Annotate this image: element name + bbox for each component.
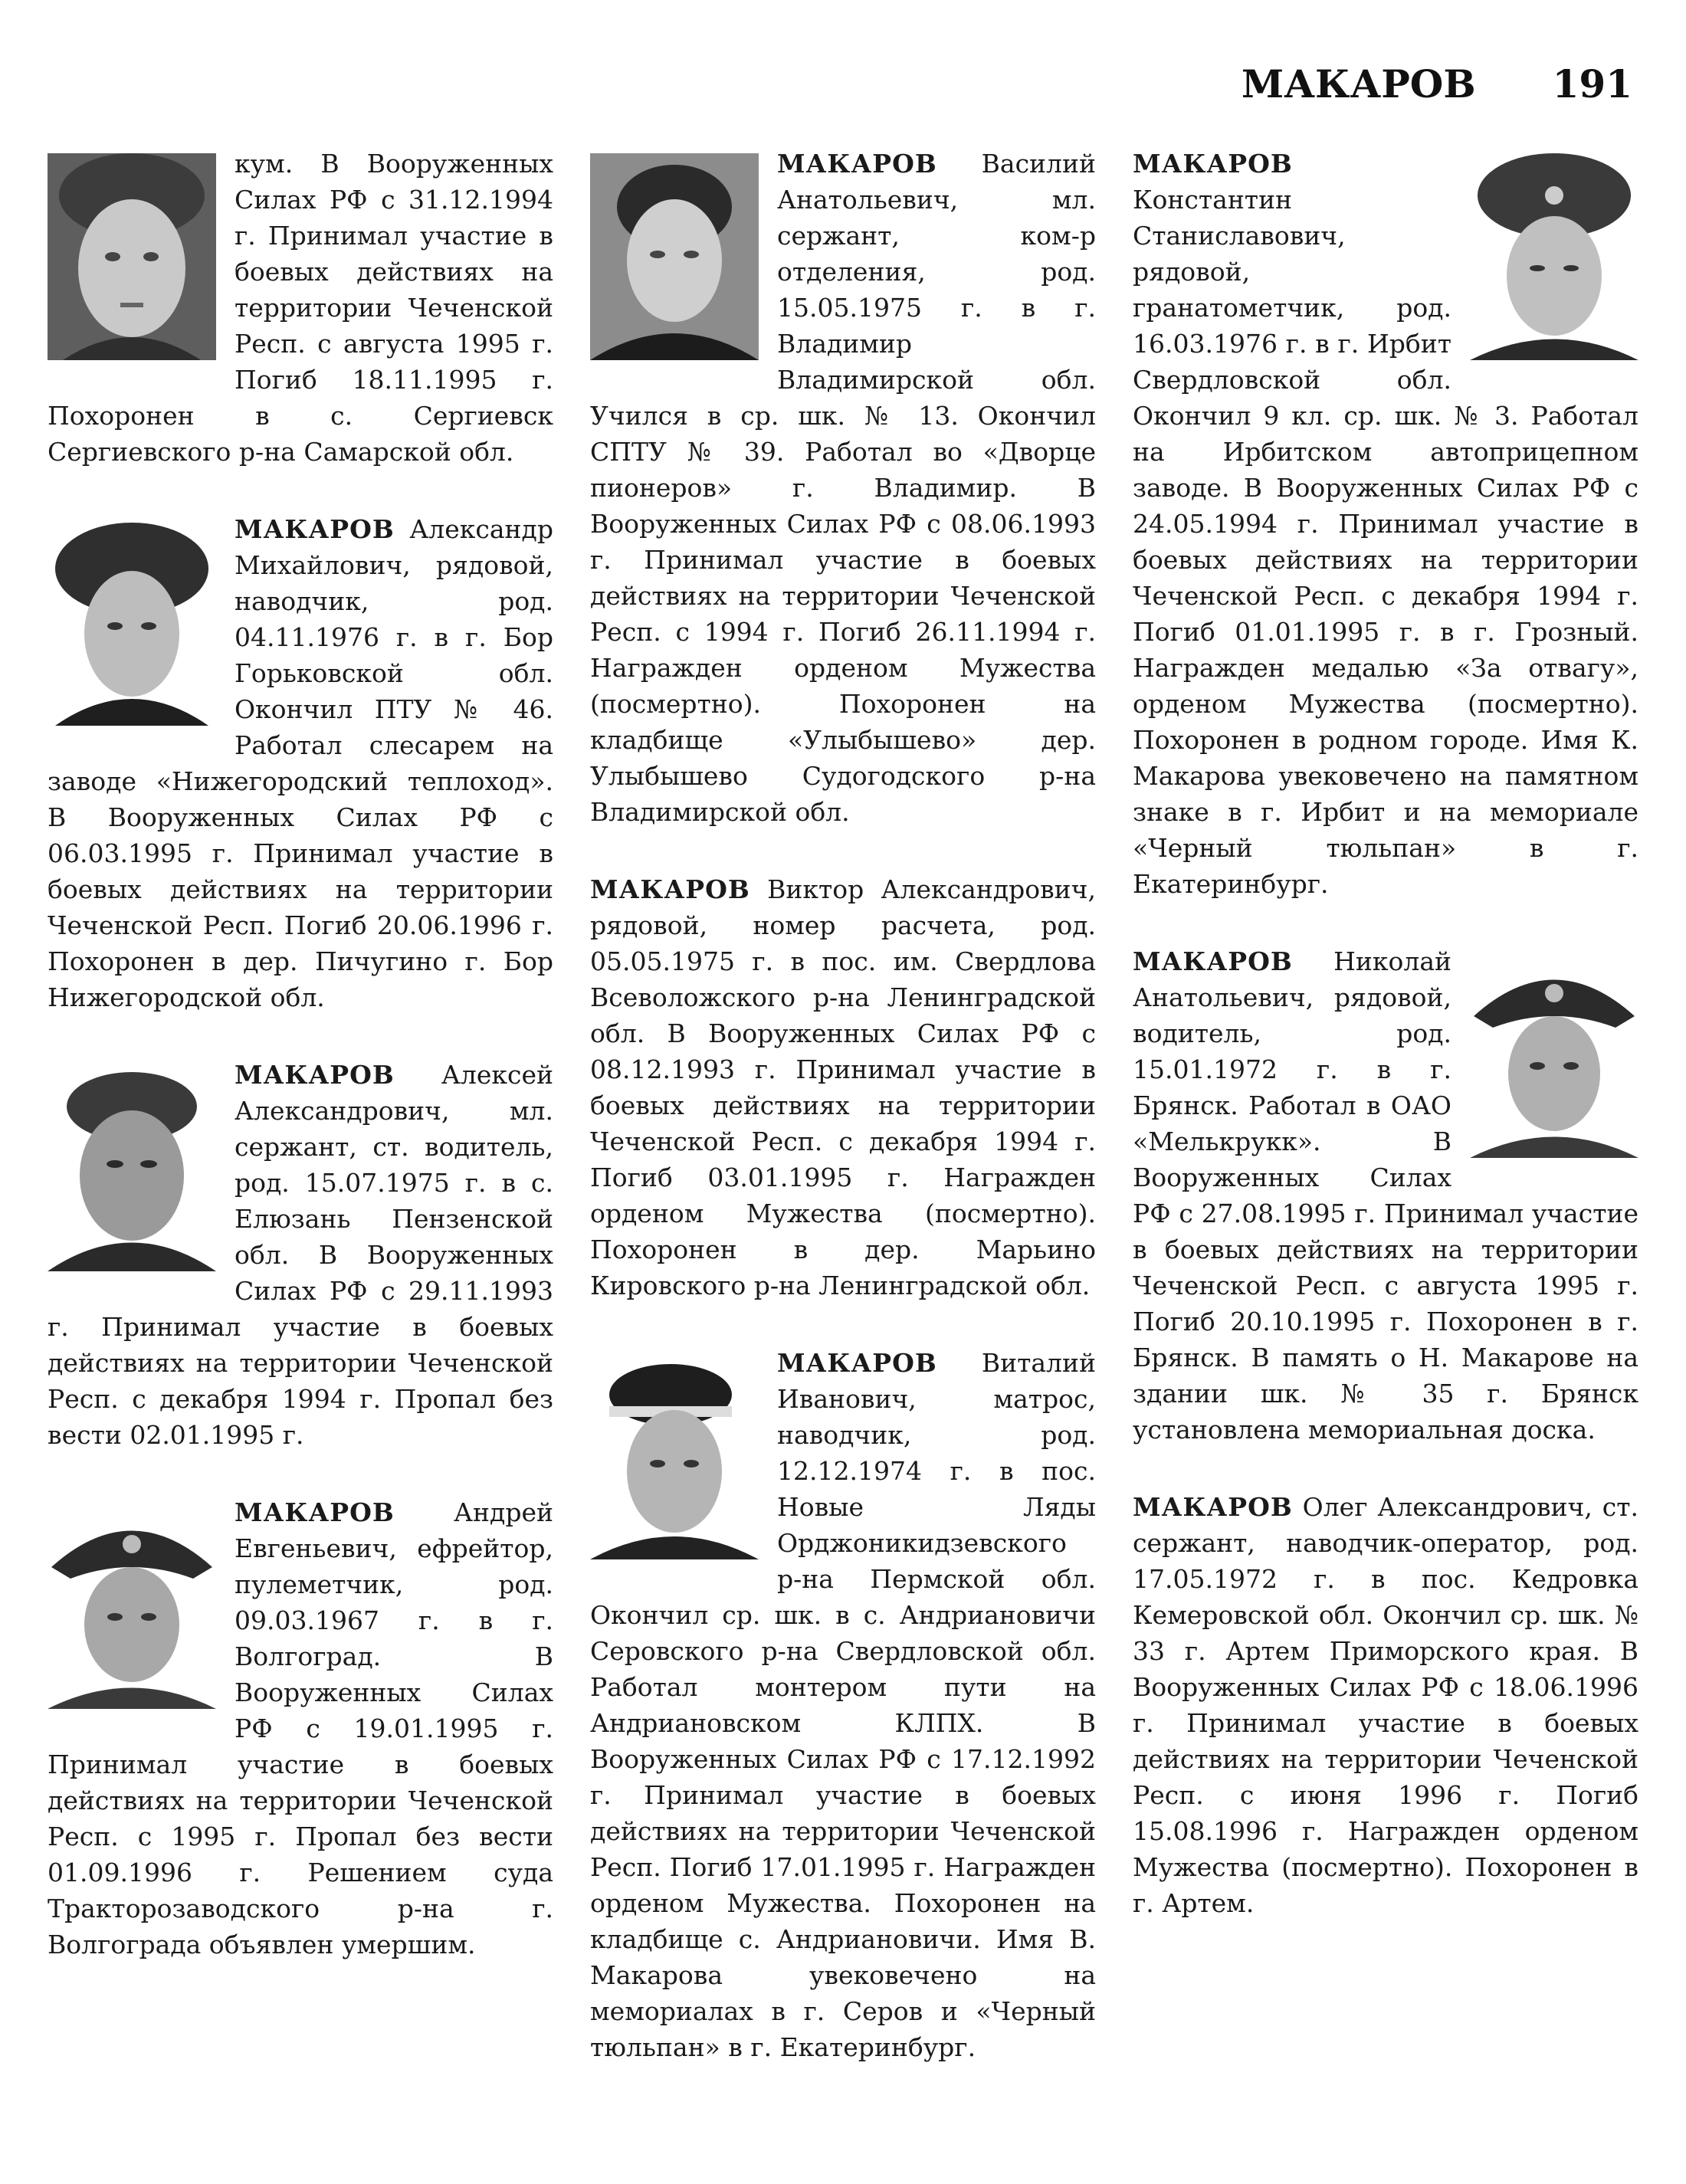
entry-body: Василий Анатольевич, мл. сержант, ком-р отделения, род. 15.05.1975 г. в г. Владимир Владимирской обл. Учился в ср. шк. № 13. Окончил СПТУ № 39. Работал во «Дворце пионеров» г. Владимир. В Вооруженных Силах РФ с 08.06.1993 г. Принимал участие в боевых действиях на территории Чеченской Респ. с 1994 г. Погиб 26.11.1994 г. Награжден орденом Мужества (посмертно). Похоронен на кладбище «Улыбышево» дер. Улыбышево Судогодского р-на Владимирской обл. (590, 149, 1096, 827)
portrait-photo (48, 519, 216, 726)
entry-surname: МАКАРОВ (1133, 149, 1293, 179)
entry-text (1133, 1489, 1638, 1921)
entry-surname: МАКАРОВ (777, 149, 937, 179)
entry-surname: МАКАРОВ (777, 1348, 937, 1378)
entry-text (48, 511, 553, 1015)
entry-body: Алексей Александрович, мл. сержант, ст. водитель, род. 15.07.1975 г. в с. Елюзань Пензенской обл. В Вооруженных Силах РФ с 29.11.1993 г. Принимал участие в боевых действиях на территории Чеченской Респ. с декабря 1994 г. Пропал без вести 02.01.1995 г. (48, 1060, 553, 1450)
entry-makarov-aleksandr (48, 511, 553, 1015)
portrait-photo (48, 1064, 216, 1271)
entry-makarov-konstantin (1133, 146, 1638, 902)
entry-surname: МАКАРОВ (590, 874, 750, 904)
entry-makarov-andrey (48, 1494, 553, 1963)
portrait-photo (590, 153, 759, 360)
entry-body: Константин Станиславович, рядовой, гранатометчик, род. 16.03.1976 г. в г. Ирбит Свердловской обл. Окончил 9 кл. ср. шк. № 3. Работал на Ирбитском автоприцепном заводе. В Вооруженных Силах РФ с 24.05.1994 г. Принимал участие в боевых действиях на территории Чеченской Респ. с декабря 1994 г. Погиб 01.01.1995 г. в г. Грозный. Награжден медалью «За отвагу», орденом Мужества (посмертно). Похоронен в родном городе. Имя К. Макарова увековечено на памятном знаке в г. Ирбит и на мемориале «Черный тюльпан» в г. Екатеринбург. (1133, 185, 1638, 899)
portrait-photo (1470, 951, 1638, 1158)
entry-text (48, 1494, 553, 1963)
portrait-photo (1470, 153, 1638, 360)
entry-text (48, 146, 553, 470)
column-1 (48, 146, 553, 2004)
entry-body: Виктор Александрович, рядовой, номер расчета, род. 05.05.1975 г. в пос. им. Свердлова Всеволожского р-на Ленинградской обл. В Вооруженных Силах РФ с 08.12.1993 г. Принимал участие в боевых действиях на территории Чеченской Респ. с декабря 1994 г. Погиб 03.01.1995 г. Награжден орденом Мужества (посмертно). Похоронен в дер. Марьино Кировского р-на Ленинградской обл. (590, 874, 1096, 1300)
entry-text (590, 1345, 1096, 2065)
entry-makarov-oleg (1133, 1489, 1638, 1921)
entry-surname: МАКАРОВ (235, 1060, 395, 1090)
entry-makarov-vasiliy (590, 146, 1096, 830)
entry-text (48, 1057, 553, 1453)
entry-text (1133, 146, 1638, 902)
entry-body: кум. В Вооруженных Силах РФ с 31.12.1994 г. Принимал участие в боевых действиях на территории Чеченской Респ. с августа 1995 г. Погиб 18.11.1995 г. Похоронен в с. Сергиевск Сергиевского р-на Самарской обл. (48, 149, 553, 467)
entry-surname: МАКАРОВ (235, 514, 395, 544)
entry-body: Виталий Иванович, матрос, наводчик, род. 12.12.1974 г. в пос. Новые Ляды Орджоникидзевского р-на Пермской обл. Окончил ср. шк. в с. Андриановичи Серовского р-на Свердловской обл. Работал монтером пути на Андриановском КЛПХ. В Вооруженных Силах РФ с 17.12.1992 г. Принимал участие в боевых действиях на территории Чеченской Респ. Погиб 17.01.1995 г. Награжден орденом Мужества. Похоронен на кладбище с. Андриановичи. Имя В. Макарова увековечено на мемориалах в г. Серов и «Черный тюльпан» в г. Екатеринбург. (590, 1348, 1096, 2062)
entry-surname: МАКАРОВ (1133, 1492, 1293, 1522)
page-number: 191 (1552, 61, 1632, 107)
entry-makarov-viktor (590, 871, 1096, 1304)
entry-continuation (48, 146, 553, 470)
entry-makarov-nikolay (1133, 943, 1638, 1448)
portrait-photo (48, 153, 216, 360)
portrait-photo (590, 1353, 759, 1559)
entry-text (590, 871, 1096, 1304)
entry-body: Николай Анатольевич, рядовой, водитель, род. 15.01.1972 г. в г. Брянск. Работал в ОАО «Мелькрукк». В Вооруженных Силах РФ с 27.08.1995 г. Принимал участие в боевых действиях на территории Чеченской Респ. с августа 1995 г. Погиб 20.10.1995 г. Похоронен в г. Брянск. В память о Н. Макарове на здании шк. № 35 г. Брянск установлена мемориальная доска. (1133, 946, 1638, 1445)
portrait-photo (48, 1502, 216, 1709)
entry-makarov-aleksey (48, 1057, 553, 1453)
entry-makarov-vitaliy (590, 1345, 1096, 2065)
entry-body: Андрей Евгеньевич, ефрейтор, пулеметчик, род. 09.03.1967 г. в г. Волгоград. В Вооруженных Силах РФ с 19.01.1995 г. Принимал участие в боевых действиях на территории Чеченской Респ. с 1995 г. Пропал без вести 01.09.1996 г. Решением суда Тракторозаводского р-на г. Волгограда объявлен умершим. (48, 1497, 553, 1959)
column-2 (590, 146, 1096, 2107)
column-3 (1133, 146, 1638, 1963)
running-header (1242, 61, 1632, 116)
entry-text (590, 146, 1096, 830)
header-surname: МАКАРОВ (1241, 61, 1476, 107)
entry-body: Олег Александрович, ст. сержант, наводчик-оператор, род. 17.05.1972 г. в пос. Кедровка Кемеровской обл. Окончил ср. шк. № 33 г. Артем Приморского края. В Вооруженных Силах РФ с 18.06.1996 г. Принимал участие в боевых действиях на территории Чеченской Респ. с июня 1996 г. Погиб 15.08.1996 г. Награжден орденом Мужества (посмертно). Похоронен в г. Артем. (1133, 1492, 1638, 1918)
entry-surname: МАКАРОВ (1133, 946, 1293, 976)
entry-surname: МАКАРОВ (235, 1497, 395, 1527)
entry-body: Александр Михайлович, рядовой, наводчик, род. 04.11.1976 г. в г. Бор Горьковской обл. Окончил ПТУ № 46. Работал слесарем на заводе «Нижегородский теплоход». В Вооруженных Силах РФ с 06.03.1995 г. Принимал участие в боевых действиях на территории Чеченской Респ. Погиб 20.06.1996 г. Похоронен в дер. Пичугино г. Бор Нижегородской обл. (48, 514, 553, 1012)
entry-text (1133, 943, 1638, 1448)
